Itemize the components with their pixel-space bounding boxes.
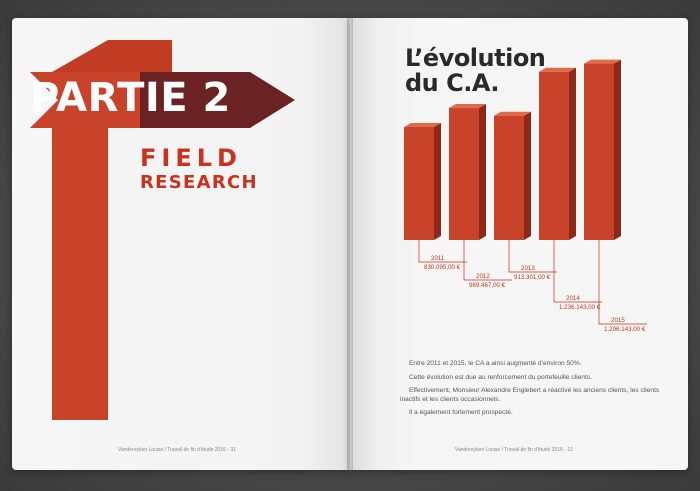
value-label-2015: 1.296.143,00 €: [604, 326, 646, 333]
value-label-2011: 830.095,00 €: [424, 264, 461, 271]
paragraph-2: Cette évolution est due au renforcement du portefeuille clients.: [409, 373, 592, 381]
bar-side-2012: [479, 104, 486, 240]
right-page-footer: Vandereyken Louise / Travail de fin d'étude 2016 - 12: [455, 447, 573, 453]
value-label-2012: 969.467,00 €: [469, 282, 506, 289]
bar-side-2014: [569, 68, 576, 240]
left-page-footer: Vandereyken Louise / Travail de fin d'étude 2016 - 31: [118, 447, 236, 453]
bar-2015: [584, 64, 614, 240]
body-text: [400, 360, 665, 423]
bar-2013: [494, 116, 524, 240]
leader-line-2015: [599, 240, 647, 324]
year-label-2011: 2011: [431, 255, 445, 262]
year-label-2012: 2012: [476, 273, 490, 280]
year-label-2013: 2013: [521, 265, 535, 272]
bar-side-2011: [434, 123, 441, 240]
value-label-2014: 1.236.143,00 €: [559, 304, 601, 311]
chart-title-line2: du C.A.: [405, 69, 499, 98]
year-label-2014: 2014: [566, 295, 580, 302]
paragraph-4: Il a également fortement prospecté.: [409, 409, 513, 417]
revenue-chart: [350, 18, 688, 363]
leader-line-2014: [554, 240, 602, 302]
bar-2012: [449, 108, 479, 240]
bar-side-2015: [614, 60, 621, 240]
year-label-2015: 2015: [611, 317, 625, 324]
field-heading: FIELD: [140, 144, 242, 172]
paragraph-3: Effectivement, Monsieur Alexandre Englebert a réactivé les anciens clients, les clients inactifs et les clients occasionnels.: [400, 387, 660, 403]
value-label-2013: 913.301,00 €: [514, 274, 551, 281]
paragraph-1: Entre 2011 et 2015, le CA a ainsi augmenté d’environ 50%.: [409, 360, 582, 367]
bar-2011: [404, 127, 434, 240]
bar-side-2013: [524, 112, 531, 240]
chart-title-line1: L’évolution: [405, 44, 546, 72]
research-heading: RESEARCH: [140, 172, 258, 193]
bar-2014: [539, 72, 569, 240]
red-band-top: [52, 40, 172, 72]
partie-title: PARTIE 2: [30, 75, 231, 121]
